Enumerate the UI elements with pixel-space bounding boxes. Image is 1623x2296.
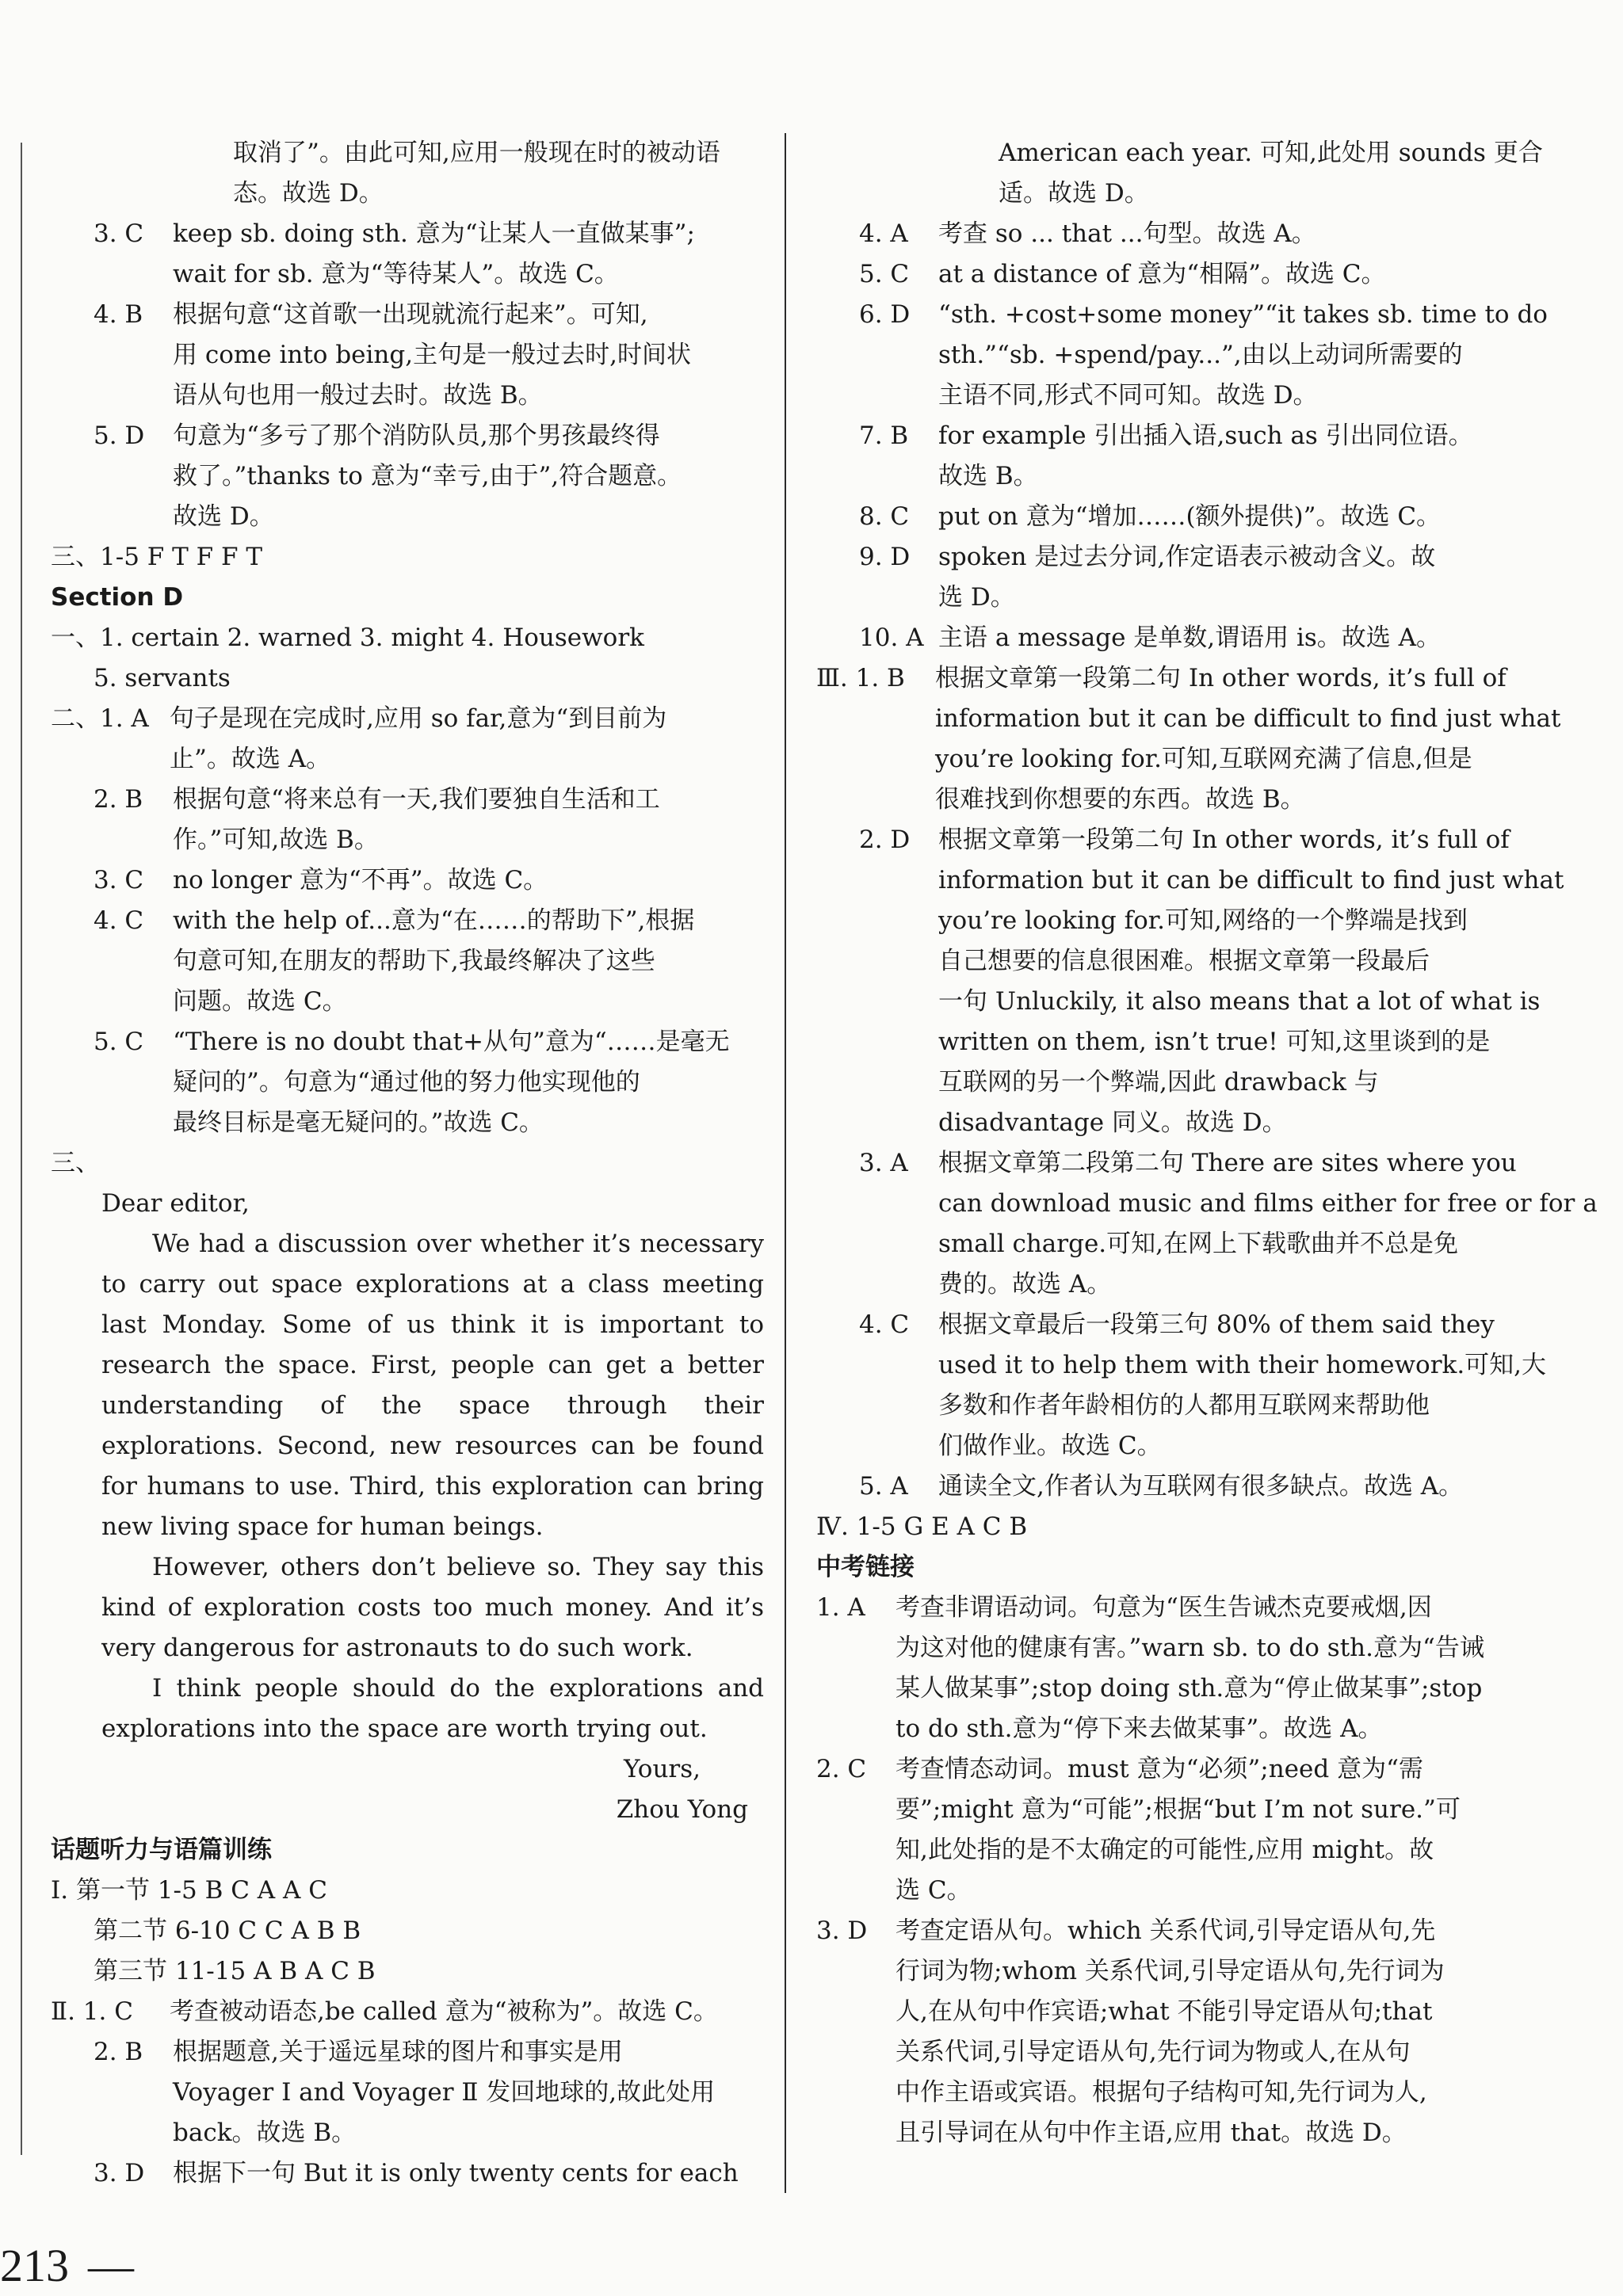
explanation-line: 互联网的另一个弊端,因此 drawback 与 [938,1068,1379,1097]
answer-explanation [173,416,764,537]
answer-number: 1. A [816,1593,865,1622]
answer-line: Ⅳ. 1-5 G E A C B [816,1512,1028,1541]
explanation-line: 止”。故选 A。 [170,745,331,773]
explanation-line: 作。”可知,故选 B。 [173,826,379,854]
explanation-line: 考查定语从句。which 关系代词,引导定语从句,先 [896,1917,1436,1945]
explanation-line: 考查情态动词。must 意为“必须”;need 意为“需 [896,1755,1423,1783]
answer-explanation [935,658,1560,820]
page-number: 213 [0,2240,69,2291]
explanation-line: 语从句也用一般过去时。故选 B。 [173,381,543,410]
answer-number: 10. A [859,624,924,652]
answer-explanation [938,254,1529,295]
answer-item [816,618,1529,658]
continuation-line: 取消了”。由此可知,应用一般现在时的被动语 [233,139,720,167]
answer-item [816,658,1561,820]
answer-explanation [896,1588,1529,1749]
explanation-line: 疑问的”。句意为“通过他的努力他实现他的 [173,1068,640,1097]
explanation-line: 根据题意,关于遥远星球的图片和事实是用 [173,2038,623,2066]
explanation-line: 考查被动语态,be called 意为“被称为”。故选 C。 [170,1997,718,2026]
explanation-line: information but it can be difficult to find just what [935,704,1561,733]
explanation-line: 选 C。 [896,1876,972,1905]
answer-number: 3. D [94,2159,145,2187]
answer-explanation [896,1749,1529,1911]
explanation-line: 根据文章第二段第二句 There are sites where you [938,1149,1517,1177]
section-heading: 话题听力与语篇训练 [51,1836,272,1864]
answer-explanation [938,1305,1546,1466]
explanation-line: keep sb. doing sth. 意为“让某人一直做某事”; [173,219,695,248]
explanation-line: 且引导词在从句中作主语,应用 that。故选 D。 [896,2119,1407,2147]
answer-explanation [938,295,1548,416]
answer-number: 3. A [859,1149,908,1177]
answer-explanation [173,214,764,295]
explanation-line: 考查非谓语动词。句意为“医生告诫杰克要戒烟,因 [896,1593,1432,1622]
answer-number: 2. D [859,826,911,854]
answer-line: 三、 [51,1149,100,1177]
right-column [816,133,1598,2153]
explanation-line: 为这对他的健康有害。”warn sb. to do sth.意为“告诫 [896,1634,1484,1662]
explanation-line: 关系代词,引导定语从句,先行词为物或人,在从句 [896,2038,1411,2066]
explanation-line: Voyager Ⅰ and Voyager Ⅱ 发回地球的,故此处用 [173,2078,716,2107]
answer-item [816,1911,1529,2153]
answer-item [816,1588,1529,1749]
explanation-line: small charge.可知,在网上下载歌曲并不总是免 [938,1230,1458,1258]
answer-item [816,295,1548,416]
answer-number: 4. C [859,1310,910,1339]
explanation-line: information but it can be difficult to find just what [938,866,1564,894]
answer-number: Ⅱ. 1. C [51,1997,133,2026]
answer-explanation [938,214,1529,254]
answer-item [51,214,764,295]
answer-item [816,820,1564,1143]
letter-signature: Zhou Yong [616,1795,748,1824]
answer-number: 4. A [859,219,908,248]
explanation-line: 根据句意“将来总有一天,我们要独自生活和工 [173,785,660,814]
answer-line: Ⅰ. 第一节 1-5 B C A A C [51,1876,327,1905]
answer-explanation [173,2032,764,2153]
answer-item [816,537,1529,618]
explanation-line: 主语 a message 是单数,谓语用 is。故选 A。 [938,624,1442,652]
explanation-line: written on them, isn’t true! 可知,这里谈到的是 [938,1028,1491,1056]
explanation-line: back。故选 B。 [173,2119,357,2147]
answer-number: 3. D [816,1917,868,1945]
answer-number: 4. B [94,300,143,329]
answer-number: 5. C [859,260,910,288]
explanation-line: disadvantage 同义。故选 D。 [938,1108,1287,1137]
explanation-line: to do sth.意为“停下来去做某事”。故选 A。 [896,1714,1383,1743]
explanation-line: used it to help them with their homework.可知,大 [938,1351,1547,1379]
explanation-line: 最终目标是毫无疑问的。”故选 C。 [173,1108,544,1137]
answer-item [816,1749,1529,1911]
answer-number: 2. B [94,785,143,814]
answer-item [51,860,764,901]
answer-number: 5. A [859,1472,908,1501]
explanation-line: 根据文章第一段第二句 In other words, it’s full of [935,664,1507,692]
explanation-line: 根据文章第一段第二句 In other words, it’s full of [938,826,1510,854]
explanation-line: with the help of...意为“在……的帮助下”,根据 [173,906,695,935]
answer-item [51,295,764,416]
answer-explanation [170,1992,764,2032]
answer-number: Ⅲ. 1. B [816,664,905,692]
answer-item [816,254,1529,295]
explanation-line: 选 D。 [938,583,1015,612]
explanation-line: 某人做某事”;stop doing sth.意为“停止做某事”;stop [896,1674,1483,1703]
answer-explanation [938,1466,1529,1507]
explanation-line: 根据文章最后一段第三句 80% of them said they [938,1310,1495,1339]
answer-item [51,1022,764,1143]
answer-number: 2. B [94,2038,143,2066]
left-column [51,133,764,2194]
explanation-line: 考查 so ... that ...句型。故选 A。 [938,219,1316,248]
answer-item [51,901,764,1022]
letter-paragraph: I think people should do the explorations and explorations into the space are worth trying out. [101,1674,764,1743]
composition-letter [51,1184,764,1830]
explanation-line: can download music and films either for free or for a [938,1189,1598,1218]
answer-item [816,214,1529,254]
explanation-line: 行词为物;whom 关系代词,引导定语从句,先行词为 [896,1957,1445,1985]
answer-item [51,1992,764,2032]
explanation-line: 用 come into being,主句是一般过去时,时间状 [173,341,691,369]
explanation-line: 通读全文,作者认为互联网有很多缺点。故选 A。 [938,1472,1464,1501]
explanation-line: 故选 B。 [938,462,1038,490]
explanation-line: spoken 是过去分词,作定语表示被动含义。故 [938,543,1436,571]
letter-closing: Yours, [624,1755,701,1783]
answer-explanation [173,295,764,416]
answer-line: 三、1-5 F T F F T [51,543,263,571]
explanation-line: “sth. +cost+some money”“it takes sb. time to do [938,300,1548,329]
explanation-line: you’re looking for.可知,互联网充满了信息,但是 [935,745,1472,773]
explanation-line: 根据下一句 But it is only twenty cents for each [173,2159,739,2187]
answer-item [816,1466,1529,1507]
letter-greeting: Dear editor, [101,1189,250,1218]
answer-item [816,1305,1547,1466]
answer-number: 3. C [94,219,144,248]
answer-item [51,2032,764,2153]
explanation-line: 问题。故选 C。 [173,987,347,1016]
explanation-line: 故选 D。 [173,502,274,531]
answer-item [51,2153,764,2194]
continuation-line: 适。故选 D。 [999,179,1149,208]
answer-number: 5. C [94,1028,144,1056]
page-footer [0,2239,134,2292]
explanation-line: for example 引出插入语,such as 引出同位语。 [938,421,1473,450]
explanation-line: put on 意为“增加……(额外提供)”。故选 C。 [938,502,1442,531]
answer-explanation [938,416,1529,497]
explanation-line: 多数和作者年龄相仿的人都用互联网来帮助他 [938,1391,1430,1420]
explanation-line: 中作主语或宾语。根据句子结构可知,先行词为人, [896,2078,1427,2107]
answer-line: 5. servants [94,664,231,692]
answer-explanation [173,901,764,1022]
answer-number: 7. B [859,421,909,450]
answer-number: 2. C [816,1755,867,1783]
explanation-line: 句子是现在完成时,应用 so far,意为“到目前为 [170,704,667,733]
answer-number: 5. D [94,421,145,450]
answer-number: 3. C [94,866,144,894]
answer-number: 二、1. A [51,704,149,733]
answer-line: 一、1. certain 2. warned 3. might 4. Housework [51,624,644,652]
explanation-line: 句意可知,在朋友的帮助下,我最终解决了这些 [173,947,655,975]
answer-number: 9. D [859,543,911,571]
explanation-line: no longer 意为“不再”。故选 C。 [173,866,548,894]
explanation-line: 们做作业。故选 C。 [938,1432,1162,1460]
answer-explanation [938,1143,1598,1305]
continuation-line: American each year. 可知,此处用 sounds 更合 [999,139,1543,167]
explanation-line: 知,此处指的是不太确定的可能性,应用 might。故 [896,1836,1434,1864]
section-heading: 中考链接 [816,1553,915,1581]
answer-explanation [173,860,764,901]
column-divider [785,133,786,2193]
explanation-line: sth.”“sb. +spend/pay...”,由以上动词所需要的 [938,341,1463,369]
explanation-line: 一句 Unluckily, it also means that a lot of what is [938,987,1541,1016]
explanation-line: at a distance of 意为“相隔”。故选 C。 [938,260,1386,288]
answer-item [51,780,764,860]
continuation-line: 态。故选 D。 [233,179,384,208]
explanation-line: wait for sb. 意为“等待某人”。故选 C。 [173,260,619,288]
answer-explanation [938,497,1529,537]
answer-item [816,497,1529,537]
explanation-line: 句意为“多亏了那个消防队员,那个男孩最终得 [173,421,660,450]
explanation-line: 根据句意“这首歌一出现就流行起来”。可知, [173,300,648,329]
explanation-line: “There is no doubt that+从句”意为“……是毫无 [173,1028,730,1056]
letter-paragraph: However, others don’t believe so. They say this kind of exploration costs too much money. And it’s very dangerous for astronauts to do such work. [101,1553,764,1662]
answer-number: 6. D [859,300,911,329]
answer-line: 第三节 11-15 A B A C B [94,1957,376,1985]
answer-item [816,416,1529,497]
answer-explanation [896,1911,1529,2153]
answer-explanation [938,820,1564,1143]
binding-margin-rule [21,143,22,2155]
answer-item [51,699,764,780]
section-heading: Section D [51,583,184,612]
explanation-line: 要”;might 意为“可能”;根据“but I’m not sure.”可 [896,1795,1461,1824]
explanation-line: you’re looking for.可知,网络的一个弊端是找到 [938,906,1468,935]
answer-explanation [938,537,1529,618]
explanation-line: 费的。故选 A。 [938,1270,1112,1299]
explanation-line: 主语不同,形式不同可知。故选 D。 [938,381,1318,410]
letter-paragraph: We had a discussion over whether it’s necessary to carry out space explorations at a class meeting last Monday. Some of us think it is important to research the space. First, people can get a better understanding of the space through their explorations. Second, new resources can be found for humans to use. Third, this exploration can bring new living space for human beings. [101,1230,764,1541]
explanation-line: 很难找到你想要的东西。故选 B。 [935,785,1305,814]
explanation-line: 救了。”thanks to 意为“幸亏,由于”,符合题意。 [173,462,682,490]
answer-explanation [173,1022,764,1143]
answer-item [51,416,764,537]
answer-explanation [170,699,764,780]
answer-line: 第二节 6-10 C C A B B [94,1917,361,1945]
answer-number: 4. C [94,906,144,935]
answer-explanation [173,780,764,860]
answer-number: 8. C [859,502,910,531]
footer-dash: — [88,2240,134,2291]
answer-explanation [938,618,1529,658]
answer-explanation [173,2153,764,2194]
explanation-line: 人,在从句中作宾语;what 不能引导定语从句;that [896,1997,1433,2026]
explanation-line: 自己想要的信息很困难。根据文章第一段最后 [938,947,1430,975]
answer-item [816,1143,1598,1305]
